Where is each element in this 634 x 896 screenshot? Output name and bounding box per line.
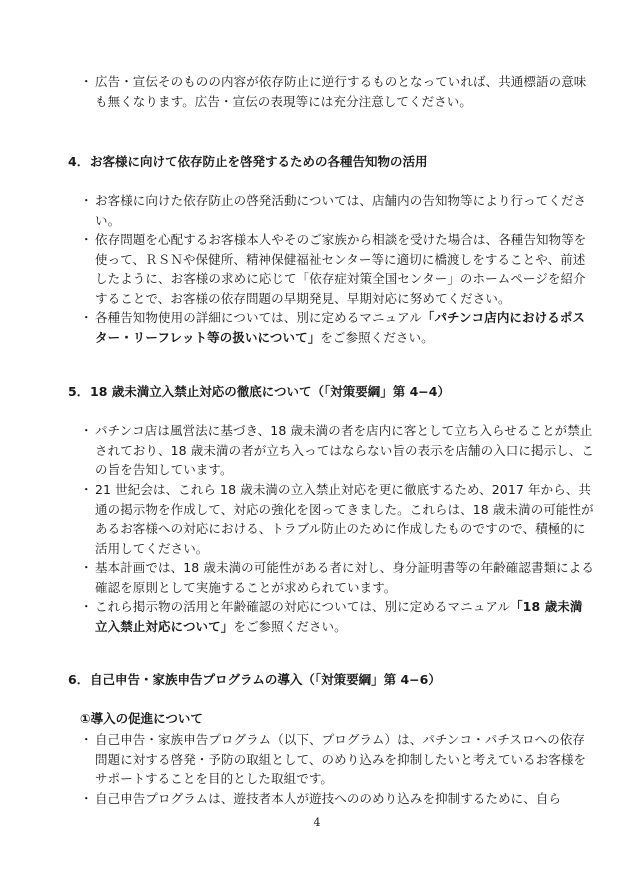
bullet-text: をご参照ください。 <box>320 329 434 345</box>
section-number: 6． <box>68 672 90 687</box>
section-number: 4． <box>68 154 90 169</box>
bullet-s4-3 <box>80 308 595 347</box>
bullet-s5-1 <box>80 421 595 480</box>
section-title: お客様に向けて依存防止を啓発するための各種告知物の活用 <box>90 154 428 169</box>
bullet-text: 各種告知物使用の詳細については、別に定めるマニュアル <box>95 310 422 325</box>
section-number: 5． <box>68 384 90 399</box>
bullet-s5-3 <box>80 558 595 597</box>
bullet-s6-1 <box>80 730 595 789</box>
bullet-text: をご参照ください。 <box>233 618 347 634</box>
bullet-text: 21 世紀会は、これら 18 歳未満の立入禁止対応を更に徹底するため、2017 年から、共通の掲示物を作成して、対応の強化を図ってきました。これらは、18 歳未満の可能性があるお客様への対応における、トラブル防止のために作成したものですので、積極的に活用してください。 <box>95 482 594 556</box>
bullet-s4-2 <box>80 230 595 308</box>
bullet-s5-4 <box>80 597 595 636</box>
bullet-text: 自己申告プログラムは、遊技者本人が遊技へののめり込みを抑制するために、自ら <box>95 791 562 806</box>
bullet-text: 基本計画では、18 歳未満の可能性がある者に対し、身分証明書等の年齢確認書類による確認を原則として実施することが求められています。 <box>95 560 594 595</box>
manual-title: 「パチンコ店内におけるポスター・リーフレット等の扱いについて」 <box>95 310 586 345</box>
bullet-text: 自己申告・家族申告プログラム（以下、プログラム）は、パチンコ・パチスロへの依存問題に対する啓発・予防の取組として、のめり込みを抑制したいと考えているお客様をサポートすることを目的とした取組です。 <box>95 732 587 786</box>
bullet-s4-1 <box>80 191 595 230</box>
manual-title: 「18 歳未満立入禁止対応について」 <box>95 599 583 634</box>
section-6-heading <box>68 670 441 689</box>
bullet-s6-2 <box>80 789 595 809</box>
section-title: 自己申告・家族申告プログラムの導入（「対策要綱」第 4−6） <box>90 672 441 687</box>
section-title: 18 歳未満立入禁止対応の徹底について（「対策要綱」第 4−4） <box>90 384 450 399</box>
bullet-s5-2 <box>80 480 595 558</box>
bullet-text: これら掲示物の活用と年齢確認の対応については、別に定めるマニュアル <box>95 599 511 614</box>
section-5-heading <box>68 382 450 401</box>
section-4-heading <box>68 152 428 171</box>
bullet-text: 依存問題を心配するお客様本人やそのご家族から相談を受けた場合は、各種告知物等を使って、ＲＳＮや保健所、精神保健福祉センター等に適切に橋渡しをすることや、前述したように、お客様の求めに応じて「依存症対策全国センター」のホームページを紹介することで、お客様の依存問題の早期発見、早期対応に努めてください。 <box>95 232 587 306</box>
page-number: 4 <box>313 816 321 829</box>
bullet-text: お客様に向けた依存防止の啓発活動については、店舗内の告知物等により行ってください。 <box>95 193 587 228</box>
bullet-ad-caution <box>80 72 595 111</box>
bullet-text: 広告・宣伝そのものの内容が依存防止に逆行するものとなっていれば、共通標語の意味も無くなります。広告・宣伝の表現等には充分注意してください。 <box>95 74 587 109</box>
bullet-text: パチンコ店は風営法に基づき、18 歳未満の者を店内に客として立ち入らせることが禁止されており、18 歳未満の者が立ち入ってはならない旨の表示を店舗の入口に掲示し、この旨を告知しています。 <box>95 423 594 477</box>
subsection-heading: ①導入の促進について <box>80 711 203 726</box>
